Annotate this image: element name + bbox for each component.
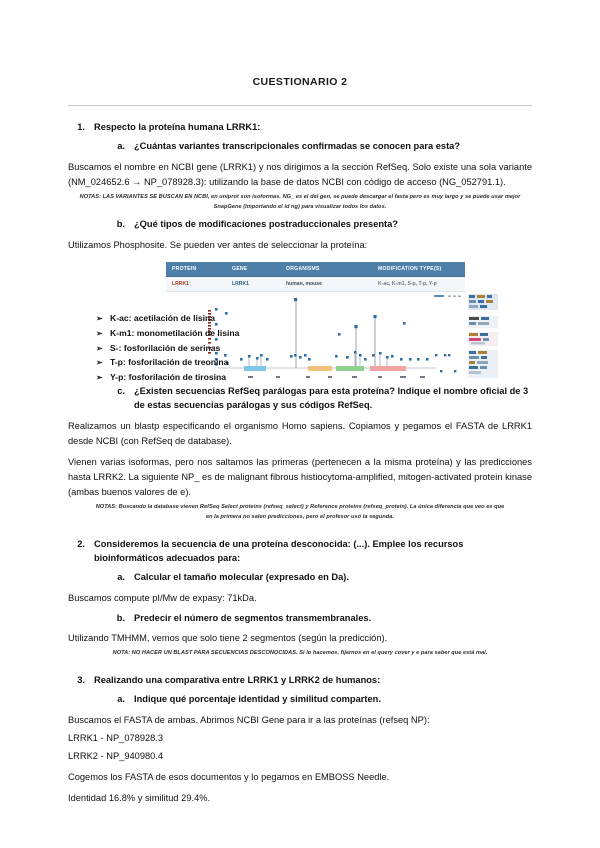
question-1-number: 1. bbox=[77, 122, 85, 132]
list-item bbox=[96, 327, 296, 340]
arrow-bullet-icon: ➢ bbox=[96, 358, 103, 368]
answer-1a-note: NOTAS: LAS VARIANTES SE BUSCAN EN NCBI, en uniprot son isoformas. NG_ es el del gen, se puede descargar el fasta pero es muy largo y se puede usar mejor SnapGene (importando el id ng) para visualizar todos los datos. bbox=[79, 193, 521, 210]
answer-3a-lrrk1-accession: LRRK1 - NP_078928.3 bbox=[68, 732, 164, 743]
cell-organisms: human, mouse bbox=[280, 277, 372, 292]
answer-1c-note: NOTAS: Buscando la database vienen RefSeq Select proteins (refseq_select) y Reference proteins (refseq_protein). La única diferencia que veo es que en la primera no salen predicciones, pero el profesor usó la segunda. bbox=[95, 503, 505, 520]
list-item bbox=[96, 371, 296, 384]
table-row bbox=[166, 277, 465, 292]
list-item-label: K-ac: acetilación de lisina bbox=[110, 313, 216, 323]
question-1a-text: ¿Cuántas variantes transcripcionales confirmadas se conocen para esta? bbox=[134, 141, 461, 152]
answer-1c-paragraph-2: Vienen varias isoformas, pero nos saltamos las primeras (pertenecen a la misma proteína) y las predicciones hasta LRRK2. La siguiente NP_ es de malignant fibrous histiocytoma-amplified, mitogen-activated protein kinase (ambas buenos valores de e). bbox=[68, 456, 532, 497]
question-3a-letter: a. bbox=[117, 694, 125, 705]
column-header-organisms: ORGANISMS bbox=[280, 262, 372, 277]
cell-protein: LRRK1 bbox=[166, 277, 226, 292]
list-item bbox=[96, 342, 296, 355]
answer-2-note: NOTA: NO HACER UN BLAST PARA SECUENCIAS DESCONOCIDAS. Si lo hacemos, fijarnos en el query cover y e para saber que está mal. bbox=[112, 650, 488, 657]
question-2b bbox=[68, 611, 532, 625]
question-1b bbox=[68, 217, 532, 231]
question-2b-letter: b. bbox=[116, 612, 125, 623]
question-2 bbox=[68, 537, 532, 566]
answer-2a-paragraph: Buscamos compute pI/Mw de expasy: 71kDa. bbox=[68, 592, 257, 603]
answer-3a-paragraph-1: Buscamos el FASTA de ambas. Abrimos NCBI Gene para ir a las proteínas (refseq NP): bbox=[68, 714, 430, 725]
question-3a bbox=[68, 692, 532, 706]
question-1b-letter: b. bbox=[116, 219, 125, 230]
answer-1c-paragraph-1: Realizamos un blastp especificando el organismo Homo sapiens. Copiamos y pegamos el FASTA de LRRK1 desde NCBI (con RefSeq de database). bbox=[68, 420, 532, 446]
arrow-bullet-icon: ➢ bbox=[96, 314, 103, 323]
list-item-label: T-p: fosforilación de treonina bbox=[110, 357, 229, 368]
question-2a-text: Calcular el tamaño molecular (expresado en Da). bbox=[134, 572, 349, 583]
question-3a-text: Indique qué porcentaje identidad y similitud comparten. bbox=[134, 694, 381, 705]
list-item-label: Y-p: fosforilación de tirosina bbox=[110, 372, 227, 383]
answer-1b-paragraph: Utilizamos Phosphosite. Se pueden ver antes de seleccionar la proteína: bbox=[68, 239, 368, 250]
cell-modification-types: K-ac, K-m1, S-p, T-p, Y-p bbox=[372, 277, 465, 292]
question-1a-letter: a. bbox=[117, 141, 125, 152]
phosphosite-legend-panel bbox=[434, 292, 500, 382]
question-3 bbox=[68, 673, 532, 687]
answer-3a-paragraph-3: Identidad 16.8% y similitud 29.4%. bbox=[68, 793, 211, 804]
question-2a bbox=[68, 570, 532, 584]
question-1c-text: ¿Existen secuencias RefSeq parálogas para esta proteína? Indique el nombre oficial de 3 de estas secuencias parálogas y sus códigos RefSeq. bbox=[134, 385, 529, 411]
list-item-label: S-: fosforilación de serinas bbox=[110, 342, 221, 353]
answer-1a-paragraph: Buscamos el nombre en NCBI gene (LRRK1) y nos dirigimos a la sección RefSeq. Solo existe una sola variante (NM_024652.6 → NP_078928.3): utilizando la base de datos NCBI con código de acceso (NG_052791.1). bbox=[68, 161, 532, 187]
question-1-text: Respecto la proteína humana LRRK1: bbox=[94, 122, 261, 132]
page-title: CUESTIONARIO 2 bbox=[252, 76, 348, 88]
phosphosite-results-table bbox=[166, 262, 465, 292]
question-2-text: Consideremos la secuencia de una proteína desconocida: (...). Emplee los recursos bioinformáticos adecuados para: bbox=[94, 538, 464, 563]
modification-types-list bbox=[96, 312, 296, 386]
answer-2b-paragraph: Utilizando TMHMM, vemos que solo tiene 2 segmentos (según la predicción). bbox=[68, 633, 388, 644]
question-2-number: 2. bbox=[77, 538, 85, 549]
title-divider bbox=[68, 105, 532, 106]
question-2a-letter: a. bbox=[117, 572, 125, 583]
list-item-label: K-m1: monometilación de lisina bbox=[110, 327, 240, 338]
question-1b-text: ¿Qué tipos de modificaciones postraduccionales presenta? bbox=[134, 219, 398, 230]
question-2b-text: Predecir el número de segmentos transmembranales. bbox=[134, 612, 372, 623]
list-item bbox=[96, 312, 296, 325]
list-item bbox=[96, 356, 296, 369]
answer-3a-paragraph-2: Cogemos los FASTA de esos documentos y lo pegamos en EMBOSS Needle. bbox=[68, 771, 390, 782]
question-1a bbox=[68, 139, 532, 153]
table-header-row bbox=[166, 262, 465, 277]
question-3-text: Realizando una comparativa entre LRRK1 y LRRK2 de humanos: bbox=[94, 675, 381, 686]
arrow-bullet-icon: ➢ bbox=[96, 373, 103, 383]
question-1c-letter: c. bbox=[117, 385, 125, 396]
question-3-number: 3. bbox=[77, 675, 85, 686]
answer-3a-lrrk2-accession: LRRK2 - NP_940980.4 bbox=[68, 750, 164, 761]
arrow-bullet-icon: ➢ bbox=[96, 328, 103, 338]
column-header-gene: GENE bbox=[226, 262, 280, 277]
column-header-modification-types: MODIFICATION TYPE(S) bbox=[372, 262, 465, 277]
column-header-protein: PROTEIN bbox=[166, 262, 226, 277]
cell-gene: LRRK1 bbox=[226, 277, 280, 292]
question-1 bbox=[68, 120, 532, 134]
question-1c bbox=[68, 384, 532, 413]
arrow-bullet-icon: ➢ bbox=[96, 343, 103, 353]
